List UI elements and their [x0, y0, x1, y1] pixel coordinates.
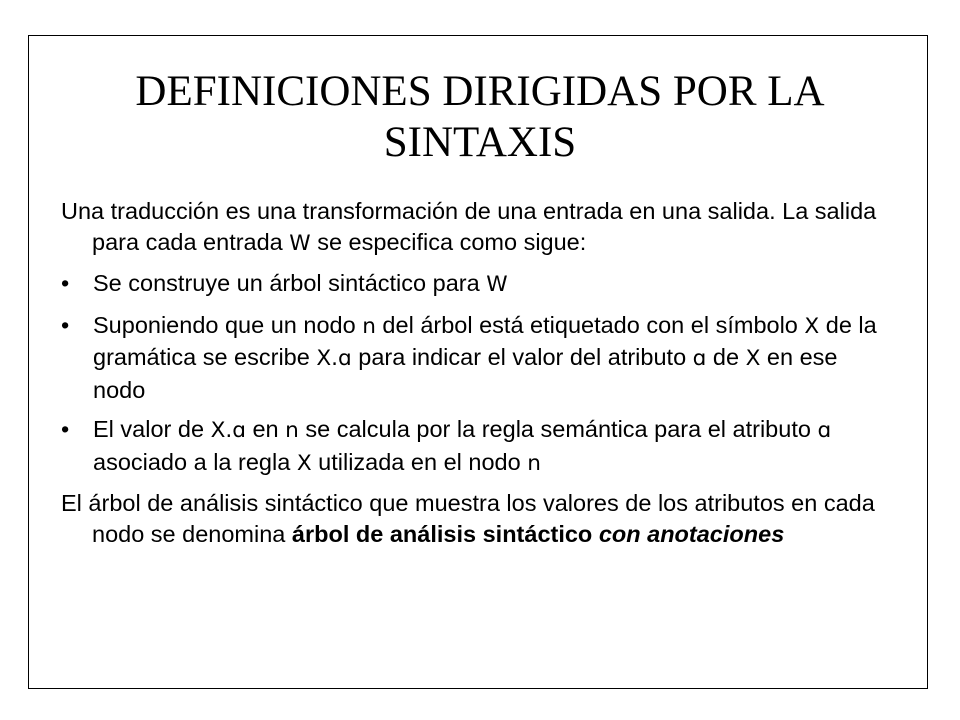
- bullet2-text-4: para indicar el valor del atributo: [351, 344, 693, 370]
- symbol-x: X: [745, 346, 761, 371]
- symbol-n: n: [362, 313, 376, 339]
- bullet2-text-6: en ese nodo: [93, 344, 838, 403]
- bullet1-text: Se construye un árbol sintáctico para: [93, 270, 487, 296]
- intro-text-1: Una traducción es una transformación de una entrada en una salida. La salida para cada entrada: [61, 198, 877, 255]
- closing-text: El árbol de análisis sintáctico que muestra los valores de los atributos en cada nodo se denomina: [61, 490, 875, 547]
- intro-text-2: se especifica como sigue:: [310, 228, 587, 255]
- closing-paragraph: [61, 488, 891, 549]
- bullet3-text-4: asociado a la regla: [93, 448, 297, 475]
- bullet3-text-1: El valor de: [93, 416, 211, 442]
- bullet-item-2: [61, 310, 891, 406]
- bullet2-text-1: Suponiendo que un nodo: [93, 311, 363, 338]
- bullet-item-3: [61, 414, 891, 479]
- symbol-w: W: [289, 230, 311, 256]
- title-line-1: DEFINICIONES DIRIGIDAS POR LA: [135, 68, 825, 115]
- symbol-n: n: [285, 418, 299, 443]
- slide-body: [61, 196, 891, 549]
- term-bold: árbol de análisis sintáctico: [291, 520, 593, 547]
- bullet3-text-5: utilizada en el nodo: [311, 448, 528, 475]
- symbol-n: n: [527, 450, 541, 476]
- bullet-item-1: [61, 268, 891, 301]
- term-bold-italic: con anotaciones: [598, 520, 785, 547]
- symbol-x: X: [296, 450, 312, 476]
- bullet3-text-2: en: [245, 416, 286, 442]
- symbol-x: X: [804, 313, 820, 339]
- bullet-marker: •: [61, 270, 70, 296]
- symbol-a: ɑ: [817, 418, 832, 443]
- title-line-2: SINTAXIS: [383, 119, 577, 166]
- symbol-w: W: [486, 272, 508, 297]
- bullet3-text-3: se calcula por la regla semántica para el atributo: [298, 416, 818, 442]
- bullet2-text-5: de: [706, 344, 746, 370]
- bullet-marker: •: [61, 311, 70, 338]
- bullet2-text-3: de la gramática se escribe: [93, 311, 877, 370]
- bullet2-text-2: del árbol está etiquetado con el símbolo: [375, 311, 805, 338]
- bullet-marker: •: [61, 416, 70, 442]
- symbol-x-a: X.ɑ: [316, 346, 352, 371]
- symbol-a: ɑ: [692, 346, 707, 371]
- slide-title: [0, 66, 960, 168]
- symbol-x-a: X.ɑ: [210, 418, 246, 443]
- intro-paragraph: [61, 196, 891, 259]
